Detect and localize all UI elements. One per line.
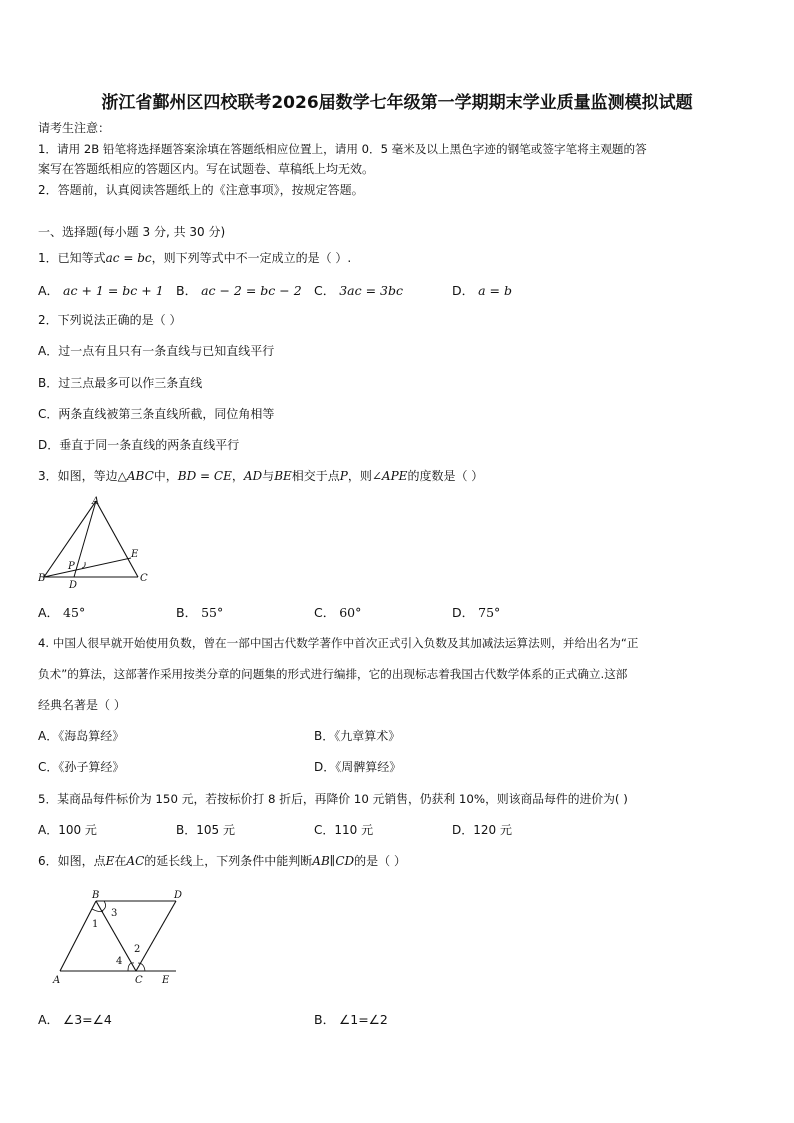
q4-option-c[interactable]: C．《孙子算经》 [38, 760, 125, 774]
option-letter: A． [38, 605, 60, 620]
q6-text: 的延长线上，下列条件中能判断 [144, 854, 313, 868]
angle-arc-3 [102, 901, 106, 911]
q6-option-a[interactable]: A． ∠3=∠4 [38, 1012, 112, 1027]
q5-option-c[interactable]: C．110 元 [314, 823, 374, 837]
segment-cd [136, 901, 176, 971]
q5-option-b[interactable]: B．105 元 [176, 823, 235, 837]
q3-option-c[interactable] [314, 603, 361, 621]
q2-option-d[interactable]: D．垂直于同一条直线的两条直线平行 [38, 438, 240, 452]
notice-item: 1．请用 2B 铅笔将选择题答案涂填在答题纸相应位置上，请用 0．5 毫米及以上黑色字迹的钢笔或签字笔将主观题的答 [38, 142, 647, 156]
q6-parallelogram-figure [48, 885, 188, 991]
label-angle-1: 1 [92, 919, 99, 930]
q3-option-a[interactable] [38, 603, 85, 621]
label-a: A [53, 975, 61, 986]
q2-option-c[interactable]: C．两条直线被第三条直线所截，同位角相等 [38, 407, 275, 421]
q3-text: 中， [153, 469, 178, 483]
label-d: D [174, 890, 183, 901]
q6-math: E [105, 854, 115, 868]
notice-item: 2．答题前，认真阅读答题纸上的《注意事项》，按规定答题。 [38, 183, 364, 197]
q3-math: △ABC [117, 469, 154, 483]
q3-math: AD [243, 469, 263, 483]
q4-option-d[interactable]: D．《周髀算经》 [314, 760, 402, 774]
segment-ab [60, 901, 99, 971]
angle-arc-2 [138, 963, 145, 971]
q3-text: 3．如图，等边 [38, 469, 118, 483]
q3-text: ，则 [347, 469, 372, 483]
q3-option-d[interactable] [452, 603, 500, 621]
page-title: 浙江省鄞州区四校联考2026届数学七年级第一学期期末学业质量监测模拟试题 [101, 93, 693, 113]
q3-math: ∠APE [371, 469, 408, 483]
q6-text: 在 [114, 854, 127, 868]
label-e: E [131, 549, 139, 560]
q6-text: 的是（ ） [354, 854, 406, 868]
q1-expr: ac = bc [105, 251, 152, 265]
q3-text: ， [231, 469, 244, 483]
section-heading: 一、选择题(每小题 3 分, 共 30 分) [38, 225, 226, 239]
q1-option-a[interactable] [38, 281, 164, 299]
q1-option-b[interactable] [176, 281, 302, 299]
q4-option-b[interactable]: B．《九章算术》 [314, 729, 401, 743]
label-angle-2: 2 [134, 944, 141, 955]
q1-pre: 1．已知等式 [38, 251, 106, 265]
q2-option-b[interactable]: B．过三点最多可以作三条直线 [38, 376, 203, 390]
question-4-stem: 4. 中国人很早就开始使用负数，曾在一部中国古代数学著作中首次正式引入负数及其加减法运算法则，并给出名为“正 [38, 636, 639, 650]
option-text: 55° [201, 605, 224, 620]
q1-option-c[interactable] [314, 281, 403, 299]
q4-option-a[interactable]: A．《海岛算经》 [38, 729, 125, 743]
q2-option-a[interactable]: A．过一点有且只有一条直线与已知直线平行 [38, 344, 275, 358]
question-4-stem: 经典名著是（ ） [38, 698, 126, 712]
q3-math: BE [274, 469, 292, 483]
q3-text: 相交于点 [291, 469, 340, 483]
option-letter: B． [176, 605, 198, 620]
segment-ac [96, 501, 138, 577]
q3-math: P [339, 469, 348, 483]
option-text: 3ac = 3bc [339, 283, 404, 298]
q6-option-b[interactable]: B． ∠1=∠2 [314, 1012, 388, 1027]
q5-option-d[interactable]: D．120 元 [452, 823, 512, 837]
question-2-stem: 2．下列说法正确的是（ ） [38, 313, 182, 327]
label-b: B [92, 890, 100, 901]
q6-math: AC [126, 854, 145, 868]
question-4-stem: 负术”的算法，这部著作采用按类分章的问题集的形式进行编排，它的出现标志着我国古代数学体系的正式确立.这部 [38, 667, 628, 681]
q1-option-d[interactable] [452, 281, 512, 299]
q6-math: AB∥CD [312, 854, 355, 868]
q3-text: 的度数是（ ） [407, 469, 484, 483]
question-1-stem [38, 250, 351, 266]
q1-post: ，则下列等式中不一定成立的是（ ）. [151, 251, 352, 265]
label-c: C [135, 975, 143, 986]
label-b: B [38, 573, 46, 584]
option-text: 75° [478, 605, 501, 620]
option-letter: C． [314, 605, 336, 620]
q3-text: 与 [262, 469, 275, 483]
option-letter: D． [452, 283, 475, 298]
label-p: P [68, 561, 75, 572]
q3-triangle-figure [38, 495, 156, 591]
question-3-stem [38, 468, 483, 484]
q3-option-b[interactable] [176, 603, 223, 621]
option-letter: B． [176, 283, 198, 298]
q5-option-a[interactable]: A．100 元 [38, 823, 97, 837]
segment-be [44, 558, 131, 577]
label-c: C [140, 573, 148, 584]
label-e: E [162, 975, 170, 986]
label-a: A [92, 496, 100, 507]
q6-text: 6．如图，点 [38, 854, 106, 868]
option-text: ac − 2 = bc − 2 [201, 283, 302, 298]
option-text: ac + 1 = bc + 1 [63, 283, 164, 298]
option-text: 60° [339, 605, 362, 620]
option-letter: A． [38, 283, 60, 298]
option-letter: D． [452, 605, 475, 620]
option-text: a = b [478, 283, 512, 298]
question-5-stem: 5．某商品每件标价为 150 元，若按标价打 8 折后，再降价 10 元销售，仍获利 10%，则该商品每件的进价为( ) [38, 792, 628, 806]
label-angle-3: 3 [111, 908, 118, 919]
notice-item: 案写在答题纸相应的答题区内。写在试题卷、草稿纸上均无效。 [38, 162, 375, 176]
option-letter: C． [314, 283, 336, 298]
label-angle-4: 4 [116, 956, 123, 967]
label-d: D [69, 580, 78, 591]
option-text: 45° [63, 605, 86, 620]
question-6-stem [38, 853, 406, 869]
q3-math: BD = CE [177, 469, 232, 483]
angle-arc [82, 562, 85, 568]
notice-heading: 请考生注意： [38, 121, 111, 135]
